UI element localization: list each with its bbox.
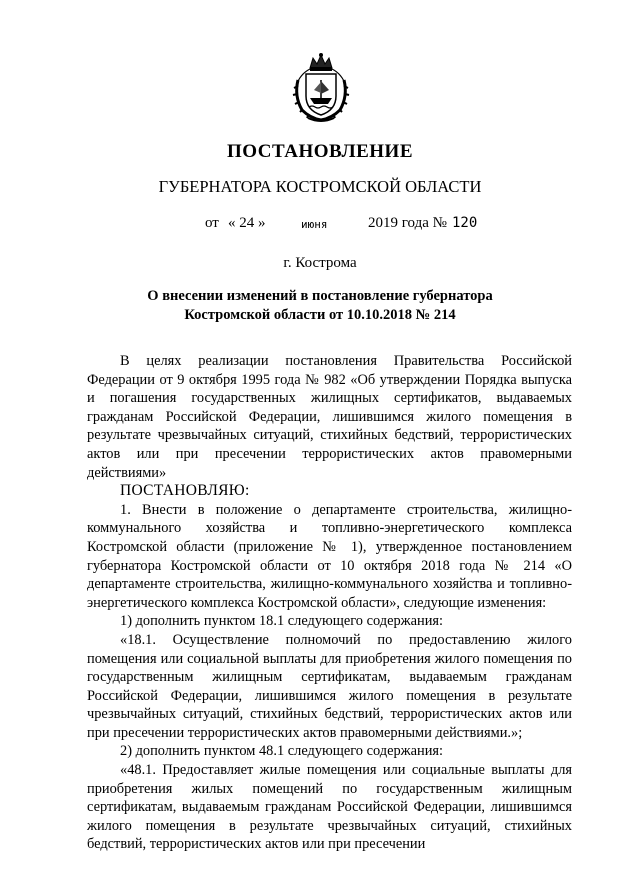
document-subtitle: ГУБЕРНАТОРА КОСТРОМСКОЙ ОБЛАСТИ: [158, 177, 482, 196]
paragraph-quote-18-1: «18.1. Осуществление полномочий по предоставлению жилого помещения или социальной выплаты для приобретения жилого помещения по государственным жилищным сертификатам, выдаваемым гражданам Российской Федерации, лишившимся жилого помещения в результате чрезвычайных ситуаций, стихийных бедствий, террористических актов или при пресечении террористических актов правомерными действиями.»;: [87, 631, 572, 741]
paragraph-preamble: В целях реализации постановления Правительства Российской Федерации от 9 октября 1995 года № 982 «Об утверждении Порядка выпуска и погашения государственных жилищных сертификатов, выдаваемых гражданам Российской Федерации, лишившимся жилого помещения в результате чрезвычайных ситуаций, стихийных бедствий, террористических актов или при пресечении террористических актов правомерными действиями»: [87, 353, 572, 481]
heading-line: Костромской области от 10.10.2018 № 214: [184, 307, 456, 323]
paragraph-decree: ПОСТАНОВЛЯЮ:: [120, 482, 250, 500]
heading-line: О внесении изменений в постановление губернатора: [147, 288, 493, 304]
date-year: 2019 года №: [368, 215, 447, 231]
date-prefix: от: [205, 215, 219, 231]
coat-of-arms-icon: [290, 52, 352, 124]
paragraph-subitem-1: 1) дополнить пунктом 18.1 следующего содержания:: [120, 613, 444, 630]
paragraph-subitem-2: 2) дополнить пунктом 48.1 следующего содержания:: [120, 743, 444, 760]
document-title: ПОСТАНОВЛЕНИЕ: [226, 141, 414, 162]
city-line: г. Кострома: [283, 255, 357, 271]
date-month: июня: [301, 218, 328, 231]
document-body: [87, 352, 572, 854]
paragraph-quote-48-1: «48.1. Предоставляет жилые помещения или социальные выплаты для приобретения жилых помещений по государственным жилищным сертификатам, выдаваемым гражданам Российской Федерации, лишившимся жилого помещения в результате чрезвычайных ситуаций, стихийных бедствий, террористических актов или при пресечении: [87, 762, 572, 853]
document-number: 120: [452, 215, 478, 231]
date-day: « 24 »: [228, 215, 266, 231]
paragraph-item-1: 1. Внести в положение о департаменте строительства, жилищно-коммунального хозяйства и топливно-энергетического комплекса Костромской области (приложение № 1), утвержденное постановлением губернатора Костромской области от 10 октября 2018 года № 214 «О департаменте строительства, жилищно-коммунального хозяйства и топливно-энергетического комплекса Костромской области», следующие изменения:: [87, 501, 572, 611]
document-heading: [120, 287, 520, 325]
